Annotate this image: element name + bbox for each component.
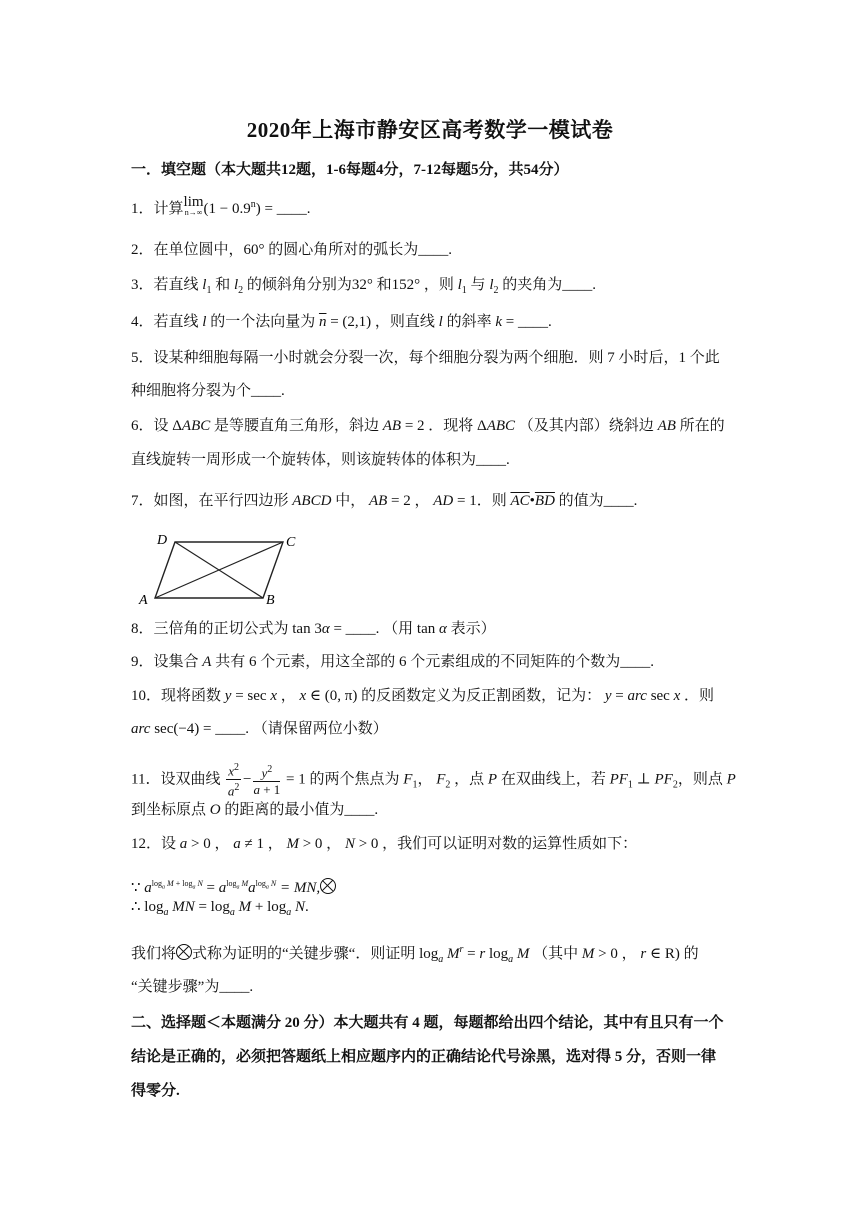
question-8: 8．三倍角的正切公式为 tan 3α = ____. （用 tan α 表示） [131, 621, 496, 637]
otimes-symbol-ref [176, 944, 192, 960]
question-12-line-4: “关键步骤”为____. [131, 979, 254, 995]
question-11-line-1: 11．设双曲线 $\frac{x^2}{a^2}$ − $\frac{y^2}{a + 1}$ = 1 的两个焦点为 $F_1$， $F_2$ ，点 P 在双曲线上，若 $PF_1$ ⊥ $PF_2$，则点 P [131, 762, 736, 799]
section-1-heading: 一．填空题（本大题共12题，1-6每题4分，7-12每题5分，共54分） [131, 162, 569, 178]
q1-number: 1． [131, 201, 154, 217]
question-9: 9．设集合 A 共有 6 个元素，用这全部的 6 个元素组成的不同矩阵的个数为____. [131, 654, 654, 670]
q1-limit: lim n→∞ [183, 194, 204, 217]
question-12-line-3: 我们将 式称为证明的“关键步骤“．则证明 $\log_a M^r = r$ $\log_a M$ （其中 M > 0 ， r ∈ R) 的 [131, 944, 699, 965]
label-c: C [286, 535, 296, 550]
question-11-line-2: 到坐标原点 O 的距离的最小值为____. [131, 802, 379, 818]
question-2: 2．在单位圆中，60° 的圆心角所对的弧长为____. [131, 242, 453, 258]
parallelogram-figure [135, 532, 305, 608]
q1-text: 计算 [153, 201, 184, 217]
question-10-line-1: 10．现将函数 y = sec x ， x ∈ (0, π) 的反函数定义为反正割函数，记为： y = arc sec x ．则 [131, 688, 715, 704]
question-5-line-1: 5．设某种细胞每隔一小时就会分裂一次，每个细胞分裂为两个细胞．则 7 小时后，1 个此 [131, 350, 720, 366]
label-b: B [266, 593, 275, 608]
hyperbola-x-term: $\frac{x^2}{a^2}$ [227, 762, 240, 799]
label-a: A [139, 593, 148, 608]
question-4: 4．若直线 l 的一个法向量为 $\overline{n} = (2,1)$ ，则直线 l 的斜率 k = ____. [131, 314, 552, 330]
section-2-line-1: 二、选择题＜本题满分 20 分）本大题共有 4 题，每题都给出四个结论，其中有且只有一个 [131, 1015, 724, 1031]
proof-line-1: ∵ $a^{log_a M + log_a N} = a^{log_a M}a^{log_a N}$ = MN, [131, 874, 336, 898]
question-10-line-2: arc sec(−4) = ____. （请保留两位小数） [131, 721, 388, 737]
question-6-line-1: 6．设 ΔABC 是等腰直角三角形，斜边 AB = 2 ．现将 ΔABC （及其内部）绕斜边 AB 所在的 [131, 418, 725, 434]
section-2-line-2: 结论是正确的，必须把答题纸上相应题序内的正确结论代号涂黑，选对得 5 分，否则一律 [131, 1049, 717, 1065]
diagonal-bd [175, 542, 263, 598]
question-12: 12．设 a > 0 ， a ≠ 1 ， M > 0 ， N > 0 ，我们可以证明对数的运算性质如下： [131, 836, 638, 852]
section-2-line-3: 得零分. [131, 1083, 180, 1099]
question-5-line-2: 种细胞将分裂为个____. [131, 383, 285, 399]
question-1 [131, 195, 310, 219]
q1-expr: (1 − 0.9 [203, 201, 251, 217]
otimes-symbol [320, 878, 336, 894]
question-7: 7．如图，在平行四边形 ABCD 中， AB = 2 ， AD = 1．则 $\overline{AC}•\overline{BD}$ 的值为____. [131, 493, 638, 509]
label-d: D [157, 533, 168, 548]
question-3: 3．若直线 $l_1$ 和 $l_2$ 的倾斜角分别为32° 和152° ，则 $l_1$ 与 $l_2$ 的夹角为____. [131, 277, 596, 296]
exam-title: 2020年上海市静安区高考数学一模试卷 [246, 118, 614, 142]
q1-exp: n [250, 199, 256, 210]
proof-mn: = MN, [279, 880, 321, 896]
proof-line-2: ∴ $\log_a$ MN = $\log_a M + \log_a N$. [131, 899, 309, 918]
q1-blank: ) = ____. [255, 201, 311, 217]
hyperbola-y-term: $\frac{y^2}{a + 1}$ [253, 763, 281, 797]
question-6-line-2: 直线旋转一周形成一个旋转体，则该旋转体的体积为____. [131, 452, 510, 468]
